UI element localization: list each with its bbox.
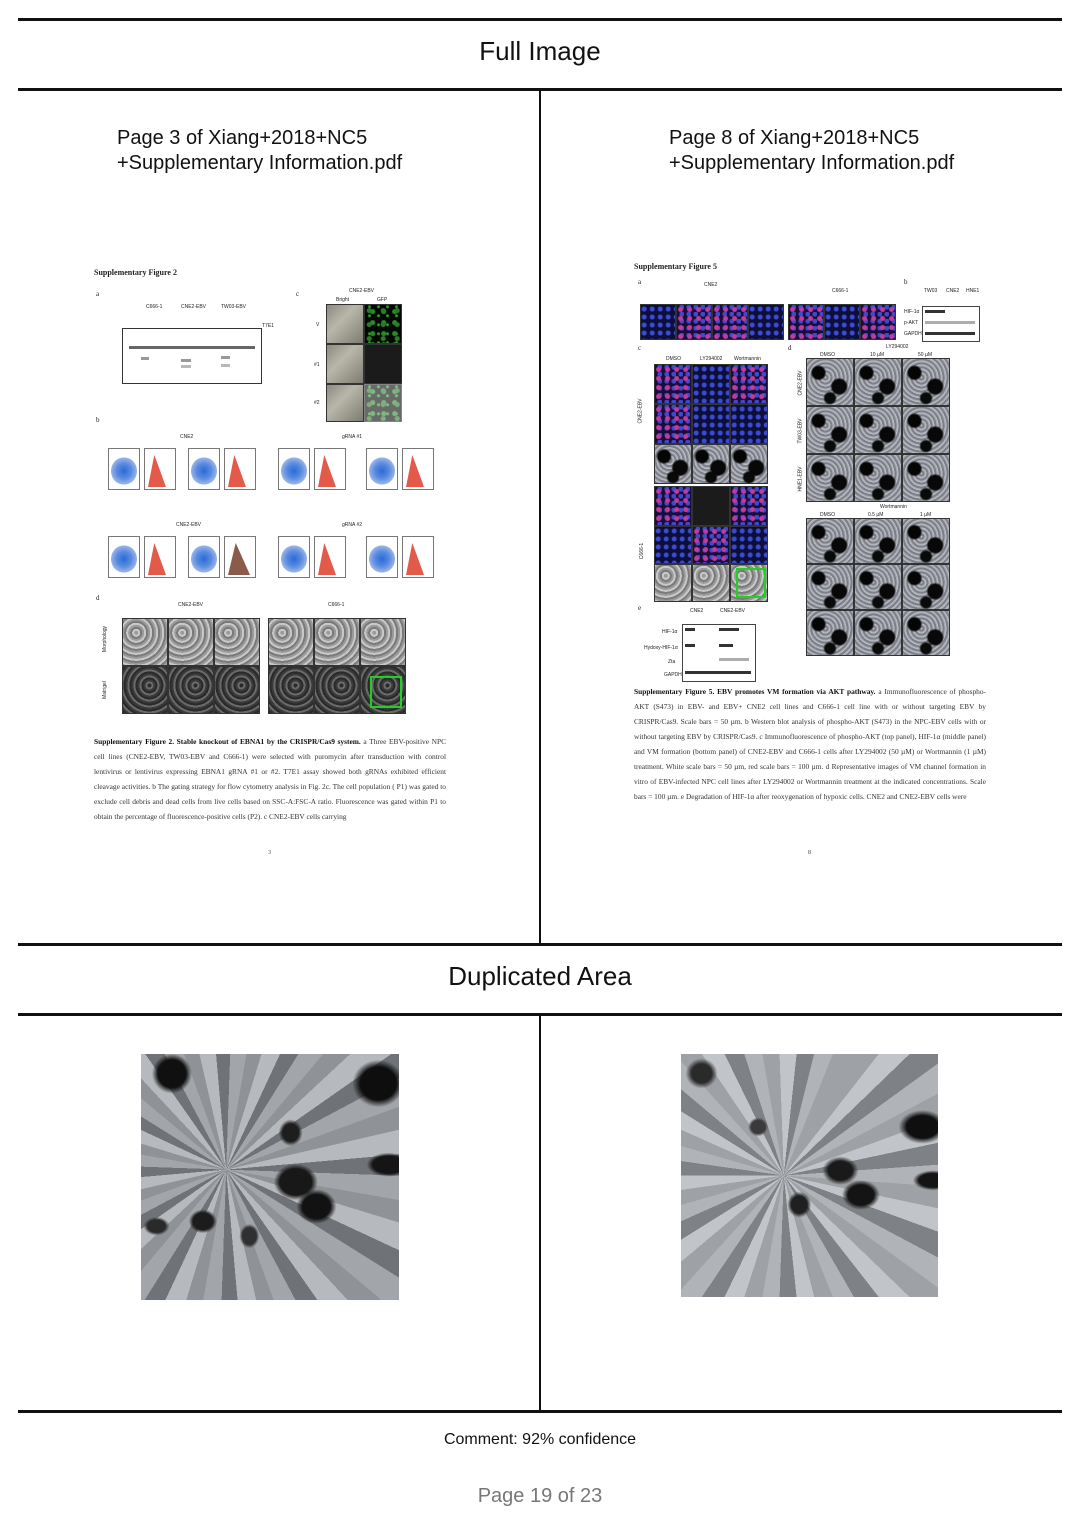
if-image bbox=[712, 304, 748, 340]
morphology-image bbox=[268, 618, 314, 666]
treatment-vm-image bbox=[730, 444, 768, 484]
flow-plot bbox=[108, 536, 140, 578]
treatment-vm-image bbox=[692, 564, 730, 602]
vm-image bbox=[902, 406, 950, 454]
microscopy-bright-v bbox=[326, 304, 364, 344]
morphology-image bbox=[168, 618, 214, 666]
vm-row-tw03-ebv: TW03-EBV bbox=[797, 418, 804, 444]
blot-row-hif: HIF-1α bbox=[904, 309, 920, 315]
right-panel-letter-d: d bbox=[788, 344, 792, 352]
right-panel-letter-e: e bbox=[638, 604, 642, 612]
vm-image bbox=[902, 454, 950, 502]
morphology-image bbox=[214, 618, 260, 666]
vm-bottom-col-dmso: DMSO bbox=[820, 512, 835, 518]
matrigel-group-c666: C666-1 bbox=[328, 602, 345, 608]
treatment-image bbox=[692, 486, 730, 526]
blot-row-gapdh: GAPDH bbox=[904, 331, 922, 337]
duplicated-region-highlight-right bbox=[736, 568, 766, 598]
right-page-label bbox=[669, 126, 954, 176]
right-figure-caption bbox=[634, 684, 986, 804]
treatment-image bbox=[692, 404, 730, 444]
c-row-cne2-ebv: CNE2-EBV bbox=[637, 398, 644, 424]
duplicated-crop-left bbox=[141, 1054, 399, 1300]
vm-image bbox=[854, 358, 902, 406]
vm-image bbox=[806, 358, 854, 406]
matrigel-image bbox=[214, 666, 260, 714]
if-group-cne2: CNE2 bbox=[704, 282, 718, 288]
duplicated-region-highlight-left bbox=[370, 676, 402, 708]
treatment-vm-image bbox=[692, 444, 730, 484]
if-image bbox=[640, 304, 676, 340]
microscopy-bright-2 bbox=[326, 384, 364, 422]
treatment-image bbox=[654, 364, 692, 404]
left-panel-letter-c: c bbox=[296, 290, 300, 298]
vm-top-col-dmso: DMSO bbox=[820, 352, 835, 358]
right-caption-bold: Supplementary Figure 5. EBV promotes VM formation via AKT pathway. bbox=[634, 687, 876, 696]
right-panel-letter-c: c bbox=[638, 344, 642, 352]
microscopy-row-1: #1 bbox=[314, 362, 320, 368]
microscopy-col-gfp: GFP bbox=[377, 297, 388, 303]
flow-histogram bbox=[314, 448, 346, 490]
left-panel-letter-b: b bbox=[96, 416, 100, 424]
gel-group-label: CNE2-EBV bbox=[181, 304, 207, 310]
flow-histogram bbox=[224, 536, 256, 578]
vm-image bbox=[902, 358, 950, 406]
microscopy-header: CNE2-EBV bbox=[349, 288, 375, 294]
left-page-thumbnail bbox=[88, 262, 452, 862]
blot-row-pakt: p-AKT bbox=[904, 320, 919, 326]
vm-bottom-col-1: 1 µM bbox=[920, 512, 932, 518]
vm-bottom-col-05: 0.5 µM bbox=[868, 512, 884, 518]
vm-image bbox=[806, 610, 854, 656]
matrigel-row-morphology: Morphology bbox=[102, 625, 109, 653]
treatment-image bbox=[654, 526, 692, 564]
gel-group-label: TW03-EBV bbox=[221, 304, 247, 310]
flow-plot bbox=[366, 536, 398, 578]
duplicated-area-title: Duplicated Area bbox=[448, 961, 632, 991]
right-figure-title: Supplementary Figure 5 bbox=[634, 262, 717, 271]
vm-row-hne1-ebv: HNE1-EBV bbox=[797, 466, 804, 492]
confidence-comment: Comment: 92% confidence bbox=[443, 1431, 637, 1448]
matrigel-image bbox=[168, 666, 214, 714]
flow-histogram bbox=[224, 448, 256, 490]
if-image bbox=[676, 304, 712, 340]
vm-bottom-header: Wortmannin bbox=[880, 504, 907, 510]
if-image bbox=[748, 304, 784, 340]
full-image-title: Full Image bbox=[479, 36, 601, 66]
left-caption-bold: Supplementary Figure 2. Stable knockout of EBNA1 by the CRISPR/Cas9 system. bbox=[94, 737, 361, 746]
matrigel-group-cne2-ebv: CNE2-EBV bbox=[178, 602, 204, 608]
right-page-number: 8 bbox=[808, 850, 811, 856]
left-figure-caption bbox=[94, 734, 446, 824]
flow-plot bbox=[366, 448, 398, 490]
vm-image bbox=[806, 564, 854, 610]
microscopy-col-bright: Bright bbox=[336, 297, 350, 303]
treatment-vm-image bbox=[654, 564, 692, 602]
duplicated-top-rule bbox=[18, 943, 1062, 946]
vm-image bbox=[806, 454, 854, 502]
matrigel-image bbox=[268, 666, 314, 714]
right-caption-text: a Immunofluorescence of phospho-AKT (S473) in EBV- and EBV+ CNE2 cell lines and C666-1 cell line with or without targeting EBV by CRISPR/Cas9. Scale bars = 50 µm. b Western blot analysis of phospho-AKT (S473) in the NPC-EBV cells with or without targeting EBV by CRISPR/Cas9. c Immunofluorescence of phospho-AKT (top panel), HIF-1α (middle panel) and VM formation (bottom panel) of CNE2-EBV and C666-1 cells after LY294002 (50 µM) or Wortmannin (1 µM) treatment. White scale bars = 50 µm, red scale bars = 100 µm. d Representative images of VM channel formation in vitro of EBV-infected NPC cell lines after LY294002 or Wortmannin treatment at the indicated concentrations. Scale bars = 100 µm. e Degradation of HIF-1α after reoxygenation of hypoxic cells. CNE2 and CNE2-EBV cells were bbox=[634, 687, 986, 801]
flow-plot bbox=[278, 448, 310, 490]
top-rule bbox=[18, 18, 1062, 21]
microscopy-row-v: V bbox=[316, 322, 320, 328]
if-image bbox=[824, 304, 860, 340]
flow-histogram bbox=[314, 536, 346, 578]
vm-image bbox=[806, 406, 854, 454]
treatment-image bbox=[730, 404, 768, 444]
vm-image bbox=[854, 518, 902, 564]
flow-header-grna2: gRNA #2 bbox=[342, 522, 363, 528]
treatment-image bbox=[654, 486, 692, 526]
vm-row-cne2-ebv: CNE2-EBV bbox=[797, 370, 804, 396]
microscopy-row-2: #2 bbox=[314, 400, 320, 406]
treatment-col-dmso: DMSO bbox=[666, 356, 681, 362]
blot-group-tw03: TW03 bbox=[924, 288, 938, 294]
blot-e-row-hif: HIF-1α bbox=[662, 629, 678, 635]
if-image bbox=[788, 304, 824, 340]
left-page-label-line1: Page 3 of Xiang+2018+NC5 bbox=[117, 127, 368, 149]
if-image bbox=[860, 304, 896, 340]
vm-top-col-50: 50 µM bbox=[918, 352, 932, 358]
if-group-c666: C666-1 bbox=[832, 288, 849, 294]
blot-group-hne1: HNE1 bbox=[966, 288, 980, 294]
duplicated-crop-right bbox=[681, 1054, 938, 1297]
treatment-vm-image bbox=[654, 444, 692, 484]
vm-image bbox=[902, 610, 950, 656]
vm-image bbox=[902, 564, 950, 610]
vm-image bbox=[854, 564, 902, 610]
microscopy-gfp-2 bbox=[364, 384, 402, 422]
vm-image bbox=[902, 518, 950, 564]
left-panel-letter-a: a bbox=[96, 290, 100, 298]
matrigel-image bbox=[122, 666, 168, 714]
blot-e-group-cne2: CNE2 bbox=[690, 608, 704, 614]
treatment-image bbox=[730, 364, 768, 404]
treatment-image bbox=[730, 486, 768, 526]
vm-top-header: LY294002 bbox=[886, 344, 909, 350]
flow-plot bbox=[278, 536, 310, 578]
treatment-image bbox=[654, 404, 692, 444]
left-panel-letter-d: d bbox=[96, 594, 100, 602]
blot-e-row-zta: Zta bbox=[668, 659, 676, 665]
gel-group-label: C666-1 bbox=[146, 304, 163, 310]
left-figure-title: Supplementary Figure 2 bbox=[94, 268, 177, 277]
treatment-col-wort: Wortmannin bbox=[734, 356, 761, 362]
treatment-col-ly: LY294002 bbox=[700, 356, 723, 362]
flow-histogram bbox=[402, 448, 434, 490]
morphology-image bbox=[122, 618, 168, 666]
left-caption-text: a Three EBV-positive NPC cell lines (CNE2-EBV, TW03-EBV and C666-1) were selected with puromycin after transduction with control lentivirus or lentivirus expressing EBNA1 gRNA #1 or #2. T7E1 assay showed both gRNAs exhibited efficient cleavage activities. b The gating strategy for flow cytometry analysis in Fig. 2c. The cell population ( P1) was gated to exclude cell debris and dead cells from live cells based on SSC-A:FSC-A ratio. Fluorescence was gated within P1 to obtain the percentage of fluorescence-positive cells (P2). c CNE2-EBV cells carrying bbox=[94, 737, 447, 821]
page-footer: Page 19 of 23 bbox=[477, 1485, 603, 1507]
flow-histogram bbox=[402, 536, 434, 578]
microscopy-gfp-v bbox=[364, 304, 402, 344]
treatment-image bbox=[730, 526, 768, 564]
gel-image bbox=[122, 328, 262, 384]
flow-plot bbox=[188, 448, 220, 490]
right-panel-letter-b: b bbox=[904, 278, 908, 286]
center-divider-top bbox=[539, 91, 541, 943]
right-page-label-line1: Page 8 of Xiang+2018+NC5 bbox=[669, 127, 920, 149]
left-page-number: 3 bbox=[268, 850, 271, 856]
matrigel-image bbox=[314, 666, 360, 714]
flow-plot bbox=[188, 536, 220, 578]
left-page-label bbox=[117, 126, 402, 176]
comment-top-rule bbox=[18, 1410, 1062, 1413]
microscopy-gfp-1 bbox=[364, 344, 402, 384]
flow-header-cne2-ebv: CNE2-EBV bbox=[176, 522, 202, 528]
blot-e-row-hydroxy: Hydoxy-HIF-1α bbox=[644, 645, 678, 651]
morphology-image bbox=[314, 618, 360, 666]
right-page-thumbnail bbox=[628, 256, 992, 862]
western-blot-e bbox=[682, 624, 756, 682]
flow-histogram bbox=[144, 448, 176, 490]
right-page-label-line2: +Supplementary Information.pdf bbox=[669, 152, 955, 174]
vm-image bbox=[854, 406, 902, 454]
flow-header-grna1: gRNA #1 bbox=[342, 434, 363, 440]
treatment-image bbox=[692, 526, 730, 564]
blot-e-row-gapdh: GAPDH bbox=[664, 672, 682, 678]
right-panel-letter-a: a bbox=[638, 278, 642, 286]
flow-plot bbox=[108, 448, 140, 490]
western-blot-b bbox=[922, 306, 980, 342]
center-divider-bottom bbox=[539, 1016, 541, 1410]
vm-top-col-10: 10 µM bbox=[870, 352, 884, 358]
flow-header-cne2: CNE2 bbox=[180, 434, 194, 440]
c-row-c666: C666-1 bbox=[639, 542, 646, 560]
vm-image bbox=[806, 518, 854, 564]
microscopy-bright-1 bbox=[326, 344, 364, 384]
vm-image bbox=[854, 454, 902, 502]
blot-group-cne2: CNE2 bbox=[946, 288, 960, 294]
left-page-label-line2: +Supplementary Information.pdf bbox=[117, 152, 403, 174]
matrigel-row-matrigel: Matrigel bbox=[101, 681, 108, 699]
treatment-image bbox=[692, 364, 730, 404]
gel-label-t7e1: T7E1 bbox=[262, 323, 274, 329]
vm-image bbox=[854, 610, 902, 656]
morphology-image bbox=[360, 618, 406, 666]
blot-e-group-cne2-ebv: CNE2-EBV bbox=[720, 608, 746, 614]
flow-histogram bbox=[144, 536, 176, 578]
